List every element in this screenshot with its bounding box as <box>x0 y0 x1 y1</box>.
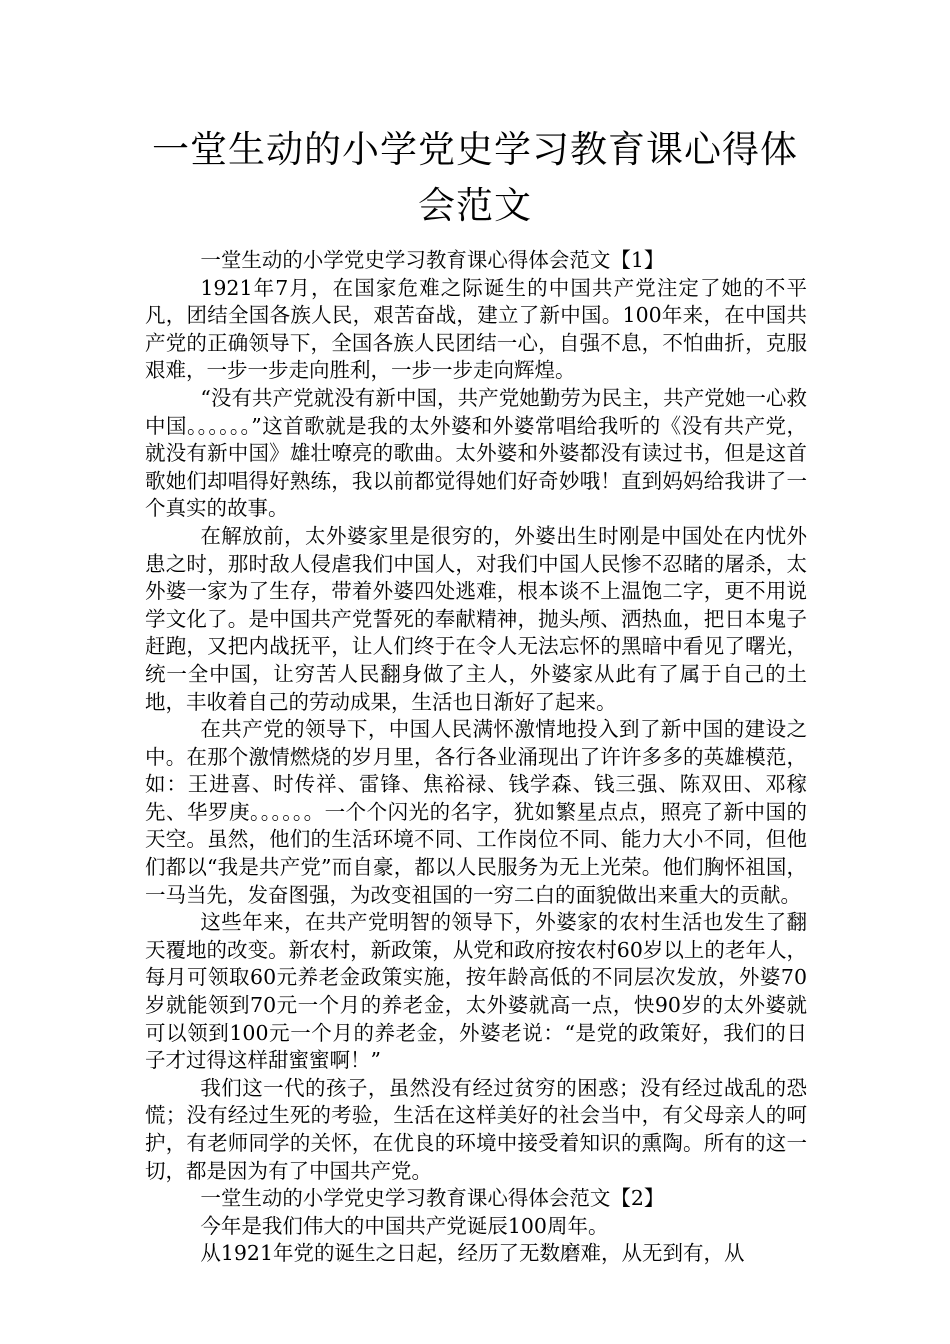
paragraph: “没有共产党就没有新中国，共产党她勤劳为民主，共产党她一心救中国。。。。。。”这首歌就是我的太外婆和外婆常唱给我听的《没有共产党，就没有新中国》雄壮嘹亮的歌曲。太外婆和外婆都没有读过书，但是这首歌她们却唱得好熟练，我以前都觉得她们好奇妙哦！直到妈妈给我讲了一个真实的故事。 <box>145 385 807 521</box>
section-heading-2: 一堂生动的小学党史学习教育课心得体会范文【2】 <box>200 1186 665 1211</box>
paragraph: 在解放前，太外婆家里是很穷的，外婆出生时刚是中国处在内忧外患之时，那时敌人侵虐我们中国人，对我们中国人民惨不忍睹的屠杀，太外婆一家为了生存，带着外婆四处逃难，根本谈不上温饱二字，更不用说学文化了。是中国共产党誓死的奉献精神，抛头颅、洒热血，把日本鬼子赶跑，又把内战抚平，让人们终于在令人无法忘怀的黑暗中看见了曙光，统一全中国，让穷苦人民翻身做了主人，外婆家从此有了属于自己的土地，丰收着自己的劳动成果，生活也日渐好了起来。 <box>145 523 807 714</box>
paragraph: 今年是我们伟大的中国共产党诞辰100周年。 <box>200 1213 609 1238</box>
section-heading-1: 一堂生动的小学党史学习教育课心得体会范文【1】 <box>200 248 665 272</box>
paragraph: 在共产党的领导下，中国人民满怀激情地投入到了新中国的建设之中。在那个激情燃烧的岁月里，各行各业涌现出了许许多多的英雄模范，如：王进喜、时传祥、雷锋、焦裕禄、钱学森、钱三强、陈双田、邓稼先、华罗庚。。。。。。一个个闪光的名字，犹如繁星点点，照亮了新中国的天空。虽然，他们的生活环境不同、工作岗位不同、能力大小不同，但他们都以“我是共产党”而自豪，都以人民服务为无上光荣。他们胸怀祖国，一马当先，发奋图强，为改变祖国的一穷二白的面貌做出来重大的贡献。 <box>145 717 807 907</box>
paragraph: 从1921年党的诞生之日起，经历了无数磨难，从无到有，从 <box>200 1241 745 1266</box>
document-body <box>145 247 807 1268</box>
paragraph: 这些年来，在共产党明智的领导下，外婆家的农村生活也发生了翻天覆地的改变。新农村，新政策，从党和政府按农村60岁以上的老年人，每月可领取60元养老金政策实施，按年龄高低的不同层次发放，外婆70岁就能领到70元一个月的养老金，太外婆就高一点，快90岁的太外婆就可以领到100元一个月的养老金，外婆老说：“是党的政策好，我们的日子才过得这样甜蜜蜜啊！” <box>145 910 807 1073</box>
document-title: 一堂生动的小学党史学习教育课心得体会范文 <box>152 128 798 227</box>
paragraph: 我们这一代的孩子，虽然没有经过贫穷的困惑；没有经过战乱的恐慌；没有经过生死的考验，生活在这样美好的社会当中，有父母亲人的呵护，有老师同学的关怀，在优良的环境中接受着知识的熏陶。所有的这一切，都是因为有了中国共产党。 <box>145 1075 807 1183</box>
paragraph: 1921年7月，在国家危难之际诞生的中国共产党注定了她的不平凡，团结全国各族人民，艰苦奋战，建立了新中国。100年来，在中国共产党的正确领导下，全国各族人民团结一心，自强不息，不怕曲折，克服艰难，一步一步走向胜利，一步一步走向辉煌。 <box>145 275 807 383</box>
